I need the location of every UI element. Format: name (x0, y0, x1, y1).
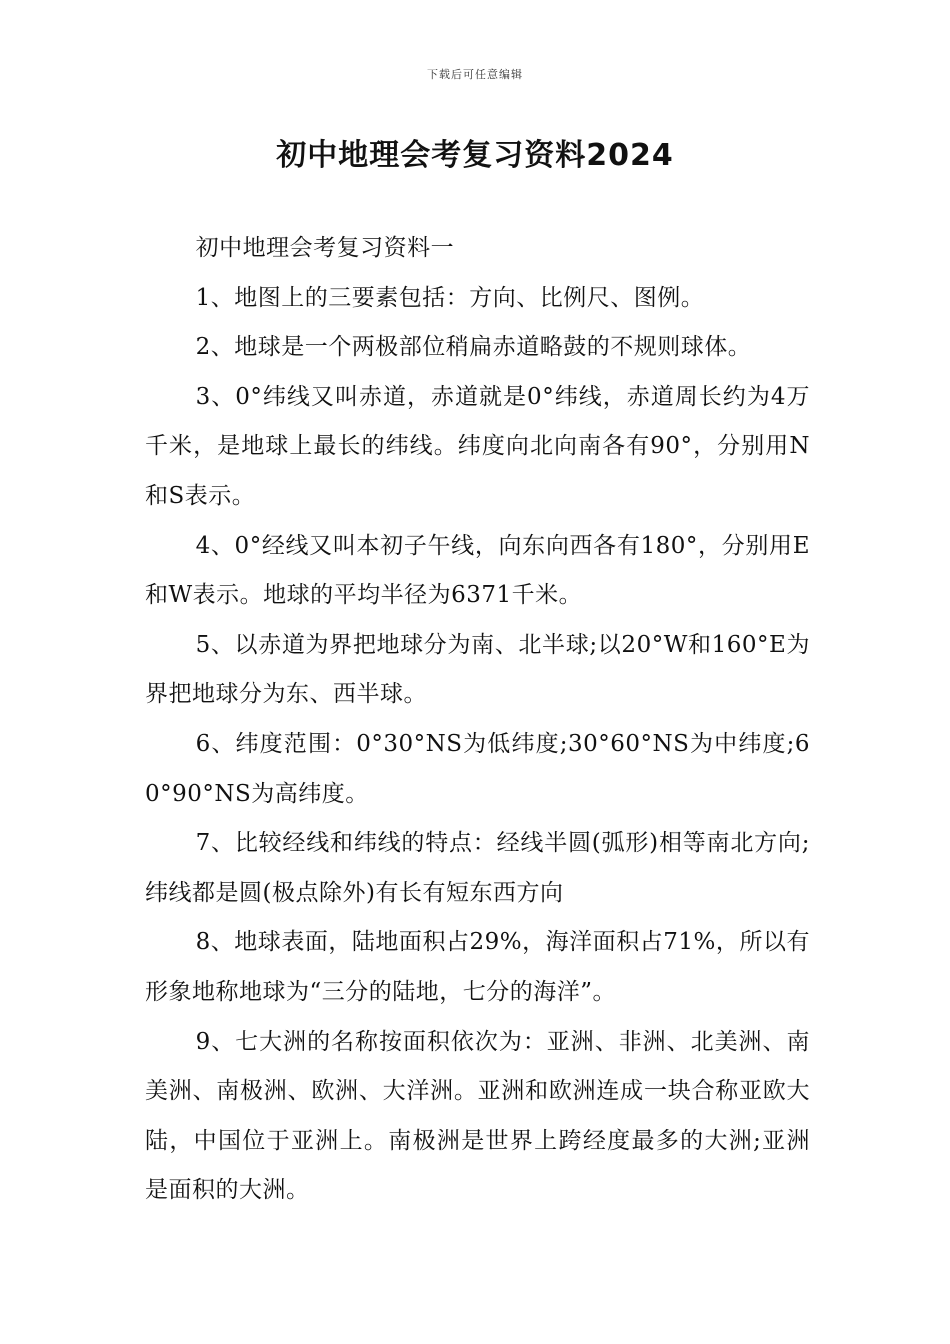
paragraph-9: 9、七大洲的名称按面积依次为：亚洲、非洲、北美洲、南美洲、南极洲、欧洲、大洋洲。亚洲和欧洲连成一块合称亚欧大陆，中国位于亚洲上。南极洲是世界上跨经度最多的大洲;亚洲是面积的大洲。 (145, 1028, 810, 1204)
paragraph-subtitle: 初中地理会考复习资料一 (195, 235, 455, 261)
document-title: 初中地理会考复习资料2024 (276, 138, 674, 173)
paragraph-7: 7、比较经线和纬线的特点：经线半圆(弧形)相等南北方向;纬线都是圆(极点除外)有长有短东西方向 (145, 830, 810, 906)
paragraph-1: 1、地图上的三要素包括：方向、比例尺、图例。 (195, 284, 705, 311)
paragraph-3: 3、0°纬线又叫赤道，赤道就是0°纬线，赤道周长约为4万千米，是地球上最长的纬线。纬度向北向南各有90°，分别用N和S表示。 (145, 383, 810, 509)
document-body (145, 224, 810, 1216)
paragraph-8: 8、地球表面，陆地面积占29%，海洋面积占71%，所以有形象地称地球为“三分的陆地，七分的海洋”。 (145, 929, 810, 1005)
paragraph-5: 5、以赤道为界把地球分为南、北半球;以20°W和160°E为界把地球分为东、西半球。 (145, 631, 810, 708)
paragraph-2: 2、地球是一个两极部位稍扁赤道略鼓的不规则球体。 (195, 334, 752, 361)
paragraph-6: 6、纬度范围：0°30°NS为低纬度;30°60°NS为中纬度;60°90°NS为高纬度。 (145, 730, 810, 807)
header-note: 下载后可任意编辑 (427, 68, 523, 81)
paragraph-4: 4、0°经线又叫本初子午线，向东向西各有180°，分别用E和W表示。地球的平均半径为6371千米。 (145, 532, 810, 609)
